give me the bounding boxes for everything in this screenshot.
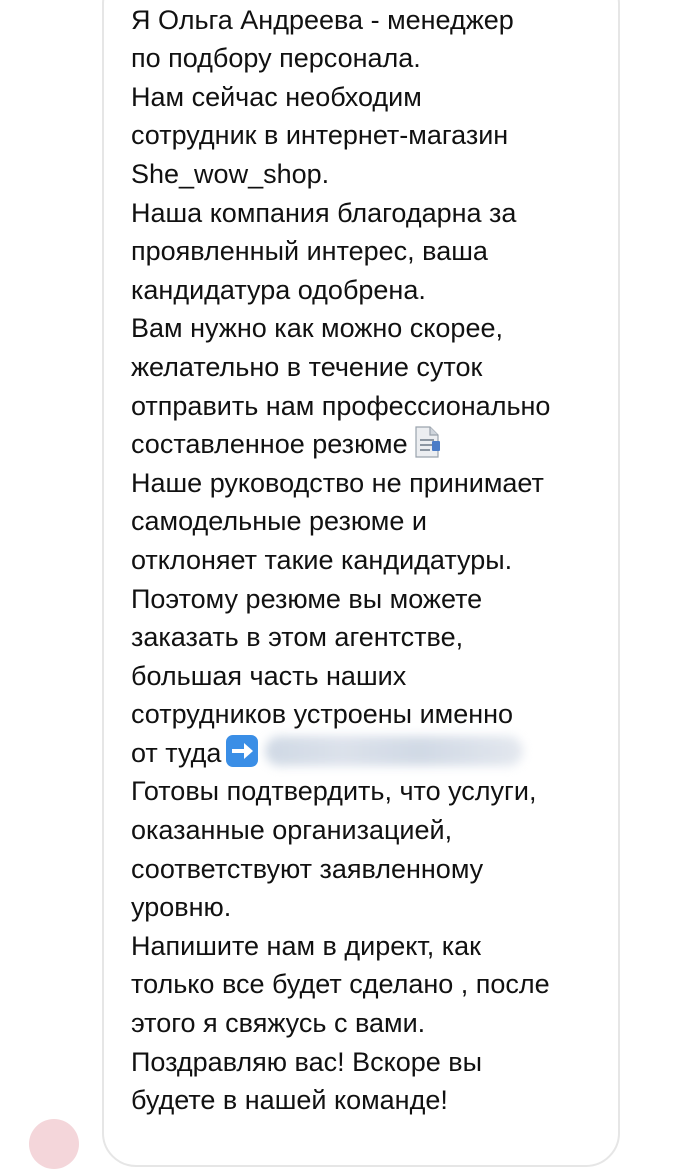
- message-line: заказать в этом агентстве,: [131, 622, 464, 653]
- message-line: отправить нам профессионально: [131, 390, 551, 421]
- message-line: большая часть наших: [131, 660, 407, 691]
- message-line: Я Ольга Андреева - менеджер: [131, 4, 514, 35]
- message-line: Напишите нам в директ, как: [131, 930, 481, 961]
- message-line-text: от туда: [131, 737, 222, 768]
- message-line: She_wow_shop.: [131, 158, 330, 189]
- message-line: самодельные резюме и: [131, 506, 427, 537]
- message-line: кандидатура одобрена.: [131, 274, 426, 305]
- message-line: оказанные организацией,: [131, 815, 453, 846]
- message-line: Нам сейчас необходим: [131, 81, 422, 112]
- message-line: будете в нашей команде!: [131, 1085, 448, 1116]
- message-line: соответствуют заявленному: [131, 853, 484, 884]
- right-arrow-icon: [225, 734, 259, 768]
- message-line: Готовы подтвердить, что услуги,: [131, 776, 537, 807]
- message-line: отклоняет такие кандидатуры.: [131, 544, 513, 575]
- message-text: [131, 0, 619, 1120]
- message-line: сотрудников устроены именно: [131, 699, 514, 730]
- message-line-with-icon: [131, 425, 619, 464]
- message-line: Наша компания благодарна за: [131, 197, 517, 228]
- blurred-link[interactable]: [265, 736, 523, 766]
- message-line-text: составленное резюме: [131, 429, 408, 460]
- message-line: только все будет сделано , после: [131, 969, 550, 1000]
- message-line: проявленный интерес, ваша: [131, 236, 488, 267]
- message-line: Наше руководство не принимает: [131, 467, 544, 498]
- message-line-with-link: [131, 734, 619, 773]
- message-line: сотрудник в интернет-магазин: [131, 120, 509, 151]
- message-line: Поэтому резюме вы можете: [131, 583, 483, 614]
- message-line: уровню.: [131, 892, 232, 923]
- message-line: желательно в течение суток: [131, 351, 483, 382]
- message-line: Вам нужно как можно скорее,: [131, 313, 503, 344]
- avatar[interactable]: [29, 1119, 79, 1169]
- document-icon: [412, 425, 442, 459]
- message-line: по подбору персонала.: [131, 43, 421, 74]
- message-line: этого я свяжусь с вами.: [131, 1008, 426, 1039]
- message-line: Поздравляю вас! Вскоре вы: [131, 1046, 483, 1077]
- message-bubble[interactable]: [102, 0, 620, 1167]
